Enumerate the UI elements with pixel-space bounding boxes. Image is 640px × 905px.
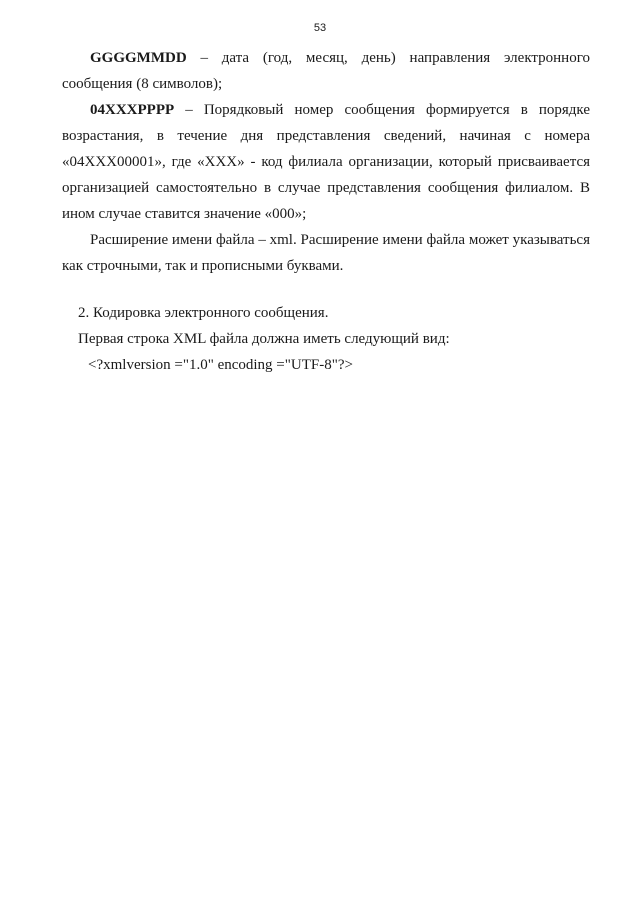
paragraph-sequence-number: [62, 97, 590, 227]
spacer: [62, 279, 590, 300]
section-heading-encoding: 2. Кодировка электронного сообщения.: [78, 305, 329, 321]
encoding-intro: Первая строка XML файла должна иметь следующий вид:: [78, 331, 450, 347]
term-sequence-code: 04XXXPPPP: [90, 102, 175, 118]
page-number: 53: [313, 22, 327, 34]
xml-declaration: <?xmlversion ="1.0" encoding ="UTF-8"?>: [88, 357, 353, 373]
term-date-code: GGGGMMDD: [90, 50, 187, 66]
sequence-code-description: – Порядковый номер сообщения формируется в порядке возрастания, в течение дня представления сведений, начиная с номера «04ХХХ00001», где «ХХХ» - код филиала организации, который присваивается организацией самостоятельно в случае представления сообщения филиалом. В ином случае ставится значение «000»;: [62, 102, 590, 222]
date-code-description: – дата (год, месяц, день) направления электронного сообщения (8 символов);: [62, 50, 590, 92]
paragraph-file-extension: Расширение имени файла – xml. Расширение имени файла может указываться как строчными, так и прописными буквами.: [62, 232, 590, 274]
paragraph-date-format: [62, 45, 590, 97]
document-body: [62, 45, 590, 378]
